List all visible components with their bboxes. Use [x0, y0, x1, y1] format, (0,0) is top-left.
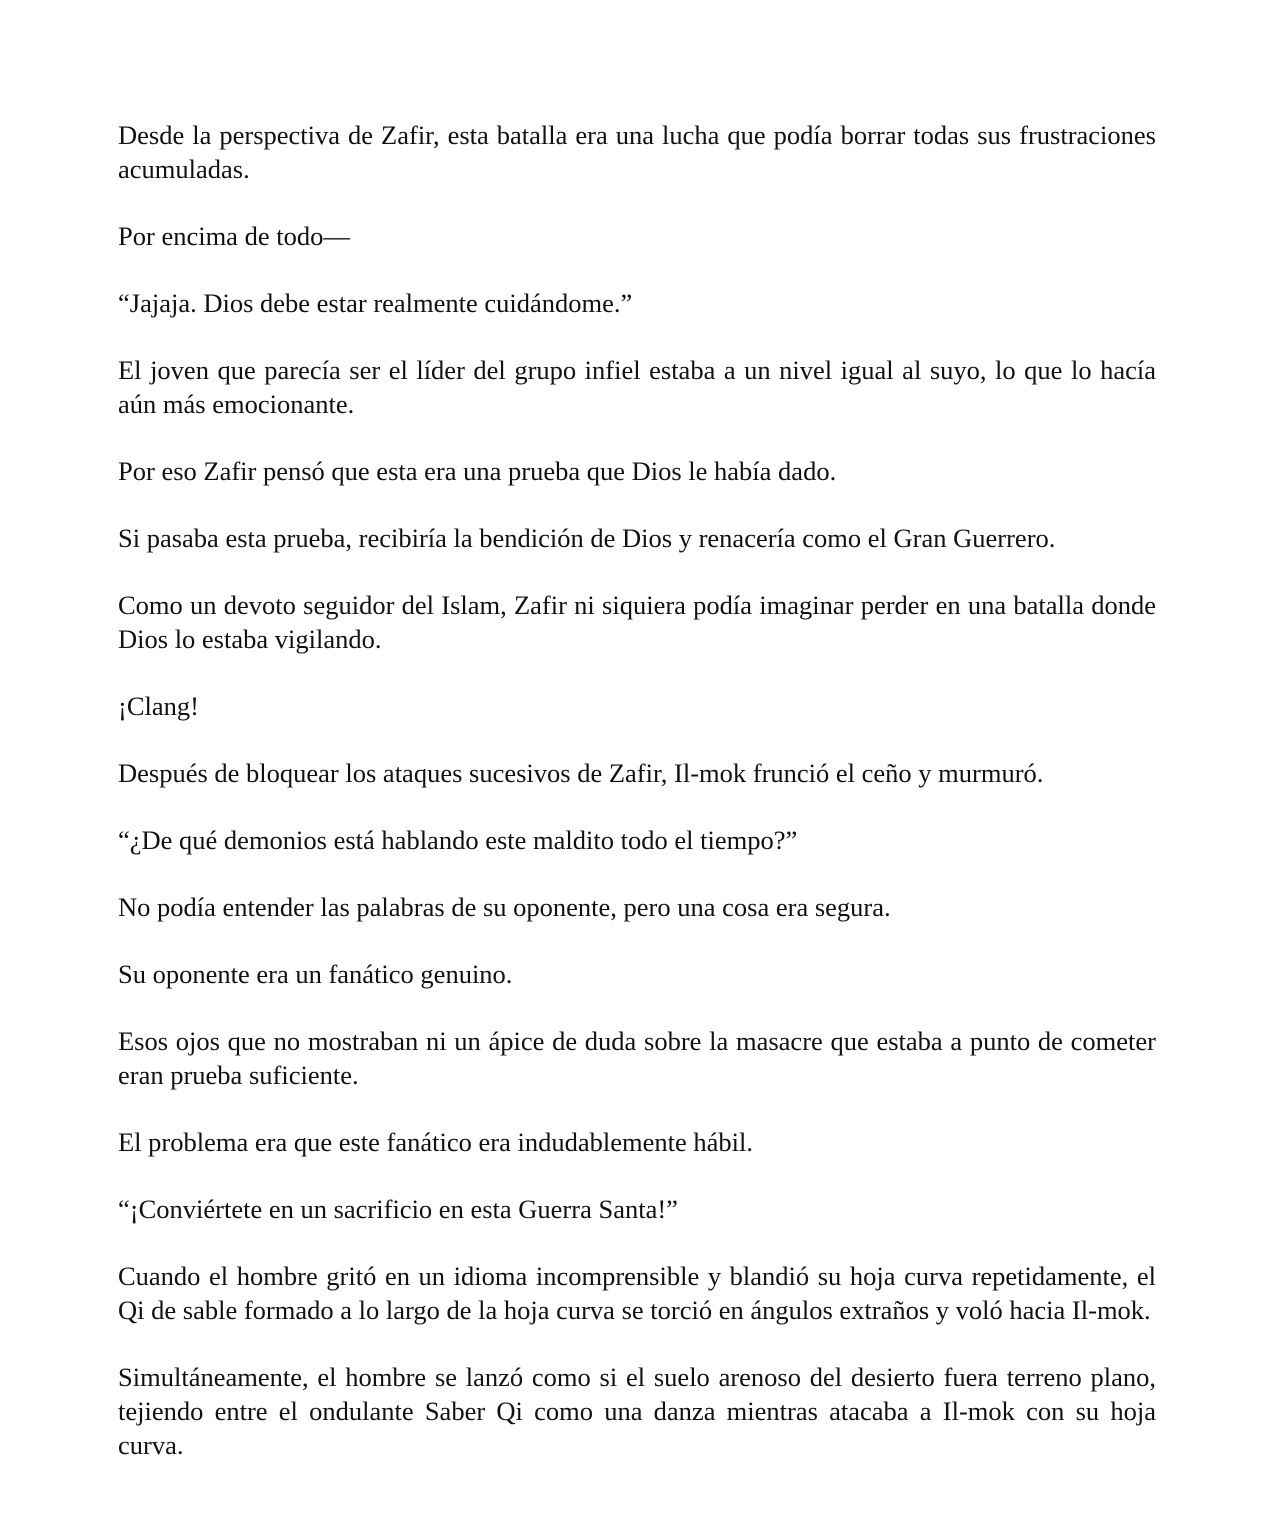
- paragraph-8: ¡Clang!: [118, 691, 199, 721]
- paragraph-15: “¡Conviértete en un sacrificio en esta Guerra Santa!”: [118, 1194, 678, 1224]
- paragraph-12: Su oponente era un fanático genuino.: [118, 959, 513, 989]
- paragraph-6: Si pasaba esta prueba, recibiría la bendición de Dios y renacería como el Gran Guerrero.: [118, 523, 1056, 553]
- paragraph-4: El joven que parecía ser el líder del grupo infiel estaba a un nivel igual al suyo, lo que lo hacía aún más emocionante.: [118, 355, 1156, 419]
- paragraph-3: “Jajaja. Dios debe estar realmente cuidándome.”: [118, 288, 633, 318]
- paragraph-9: Después de bloquear los ataques sucesivos de Zafir, Il-mok frunció el ceño y murmuró.: [118, 758, 1044, 788]
- paragraph-1: Desde la perspectiva de Zafir, esta batalla era una lucha que podía borrar todas sus frustraciones acumuladas.: [118, 120, 1156, 184]
- paragraph-7: Como un devoto seguidor del Islam, Zafir ni siquiera podía imaginar perder en una batalla donde Dios lo estaba vigilando.: [118, 590, 1156, 654]
- paragraph-16: Cuando el hombre gritó en un idioma incomprensible y blandió su hoja curva repetidamente, el Qi de sable formado a lo largo de la hoja curva se torció en ángulos extraños y voló hacia Il-mok.: [118, 1261, 1156, 1325]
- paragraph-10: “¿De qué demonios está hablando este maldito todo el tiempo?”: [118, 825, 798, 855]
- paragraph-14: El problema era que este fanático era indudablemente hábil.: [118, 1127, 753, 1157]
- paragraph-17: Simultáneamente, el hombre se lanzó como si el suelo arenoso del desierto fuera terreno plano, tejiendo entre el ondulante Saber Qi como una danza mientras atacaba a Il-mok con su hoja curva.: [118, 1362, 1156, 1460]
- paragraph-11: No podía entender las palabras de su oponente, pero una cosa era segura.: [118, 892, 891, 922]
- paragraph-2: Por encima de todo—: [118, 221, 350, 251]
- document-page: [118, 118, 1156, 1462]
- paragraph-5: Por eso Zafir pensó que esta era una prueba que Dios le había dado.: [118, 456, 837, 486]
- paragraph-13: Esos ojos que no mostraban ni un ápice de duda sobre la masacre que estaba a punto de cometer eran prueba suficiente.: [118, 1026, 1156, 1090]
